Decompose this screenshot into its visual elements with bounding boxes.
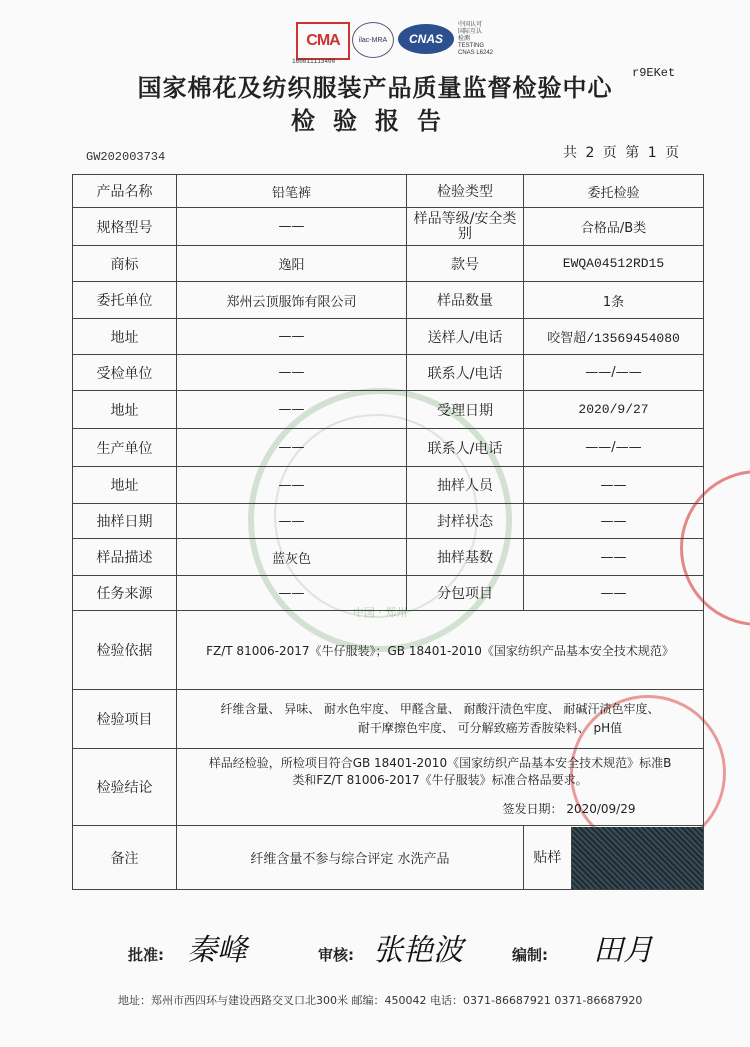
review-block [318,925,463,969]
table-row [73,208,704,246]
field-value: —— [177,208,407,246]
field-value: 咬智超/13569454080 [524,319,704,355]
approve-label: 批准: [128,946,164,964]
field-value: —— [524,576,704,611]
field-value: —— [177,391,407,429]
field-label: 样品等级/安全类别 [407,208,524,246]
field-value: —— [524,504,704,539]
table-row [73,319,704,355]
items-value [177,690,704,749]
cma-logo-text: CMA [306,32,340,49]
conclusion-line: 类和FZ/T 81006-2017《牛仔服装》标准合格品要求。 [292,773,588,787]
field-label: 送样人/电话 [407,319,524,355]
remark-row [73,826,704,890]
field-label: 封样状态 [407,504,524,539]
field-label: 联系人/电话 [407,355,524,391]
sample-label: 贴样 [524,827,572,889]
remark-label: 备注 [73,826,177,890]
field-value: 合格品/B类 [524,208,704,246]
field-value: EWQA04512RD15 [524,246,704,282]
field-value: 蓝灰色 [177,539,407,576]
field-label: 抽样人员 [407,467,524,504]
field-label: 检验类型 [407,175,524,208]
field-value: —— [177,355,407,391]
basis-value: FZ/T 81006-2017《牛仔服装》；GB 18401-2010《国家纺织产品基本安全技术规范》 [177,611,704,690]
cnas-caption-line: 中国认可 [458,22,483,28]
field-label: 生产单位 [73,429,177,467]
cnas-logo-text: CNAS [408,32,443,46]
field-label: 地址 [73,467,177,504]
field-value: —— [177,576,407,611]
field-label: 样品描述 [73,539,177,576]
table-row [73,429,704,467]
verification-code: r9EKet [632,66,676,80]
review-label: 审核: [318,946,354,964]
fabric-sample-swatch [572,827,703,889]
field-value: 1条 [524,282,704,319]
field-value: —— [177,429,407,467]
items-line: 纤维含量、 异味、 耐水色牢度、 甲醛含量、 耐酸汗渍色牢度、 耐碱汗渍色牢度、 [220,702,660,716]
field-value: 逸阳 [177,246,407,282]
basis-row [73,611,704,690]
footer-contact: 地址：郑州市西四环与建设西路交叉口北300米 邮编：450042 电话：0371-86687921 0371-86687920 [118,994,643,1007]
approve-block [128,925,247,969]
field-value: —— [177,504,407,539]
field-label: 分包项目 [407,576,524,611]
field-label: 联系人/电话 [407,429,524,467]
field-label: 地址 [73,391,177,429]
basis-label: 检验依据 [73,611,177,690]
watermark-text: 中国 · 郑州 [352,606,408,619]
sample-cell [524,826,704,890]
field-value: 委托检验 [524,175,704,208]
items-row [73,690,704,749]
field-label: 受检单位 [73,355,177,391]
field-value: 2020/9/27 [524,391,704,429]
report-number: GW202003734 [86,150,166,164]
page-info: 共 2 页 第 1 页 [563,145,682,161]
approve-signature: 秦峰 [187,933,248,968]
field-value: ——/—— [524,355,704,391]
table-row [73,467,704,504]
table-row [73,246,704,282]
field-label: 委托单位 [73,282,177,319]
report-table [72,174,704,890]
table-row [73,282,704,319]
field-label: 款号 [407,246,524,282]
table-row [73,539,704,576]
cnas-caption-line: CNAS L6242 [458,50,494,56]
ilac-logo-text: ilac-MRA [358,36,388,44]
field-label: 规格型号 [73,208,177,246]
issue-date: 签发日期： 2020/09/29 [502,802,636,816]
report-subtitle: 检验报告 [291,107,459,135]
cma-logo [296,22,350,60]
field-value: 郑州云顶服饰有限公司 [177,282,407,319]
field-value: 铅笔裤 [177,175,407,208]
field-value: —— [177,319,407,355]
ilac-logo [352,22,394,58]
field-value: —— [524,467,704,504]
conclusion-value [177,749,704,826]
prepare-block [512,925,653,969]
field-label: 抽样日期 [73,504,177,539]
field-label: 产品名称 [73,175,177,208]
field-label: 商标 [73,246,177,282]
table-row [73,355,704,391]
prepare-signature: 田月 [593,933,654,968]
remark-value: 纤维含量不参与综合评定 水洗产品 [177,826,524,890]
cnas-logo [398,24,454,54]
table-row [73,504,704,539]
table-row [73,175,704,208]
field-value: —— [524,539,704,576]
field-value: —— [177,467,407,504]
field-label: 抽样基数 [407,539,524,576]
prepare-label: 编制: [512,946,548,964]
cnas-caption [458,22,493,57]
report-title: 国家棉花及纺织服装产品质量监督检验中心 [137,74,613,102]
cnas-caption-line: 国际互认 [458,29,483,35]
items-label: 检验项目 [73,690,177,749]
cma-number: 160011113400 [292,58,336,65]
table-row [73,391,704,429]
field-label: 受理日期 [407,391,524,429]
field-label: 任务来源 [73,576,177,611]
cnas-caption-line: TESTING [458,43,485,49]
conclusion-row [73,749,704,826]
conclusion-line: 样品经检验，所检项目符合GB 18401-2010《国家纺织产品基本安全技术规范》标准B [208,756,672,770]
review-signature: 张艳波 [373,933,464,968]
field-value: ——/—— [524,429,704,467]
cnas-caption-line: 检测 [458,36,471,42]
table-row [73,576,704,611]
field-label: 样品数量 [407,282,524,319]
field-label: 地址 [73,319,177,355]
conclusion-label: 检验结论 [73,749,177,826]
items-line: 耐干摩擦色牢度、 可分解致癌芳香胺染料、 pH值 [357,721,623,735]
